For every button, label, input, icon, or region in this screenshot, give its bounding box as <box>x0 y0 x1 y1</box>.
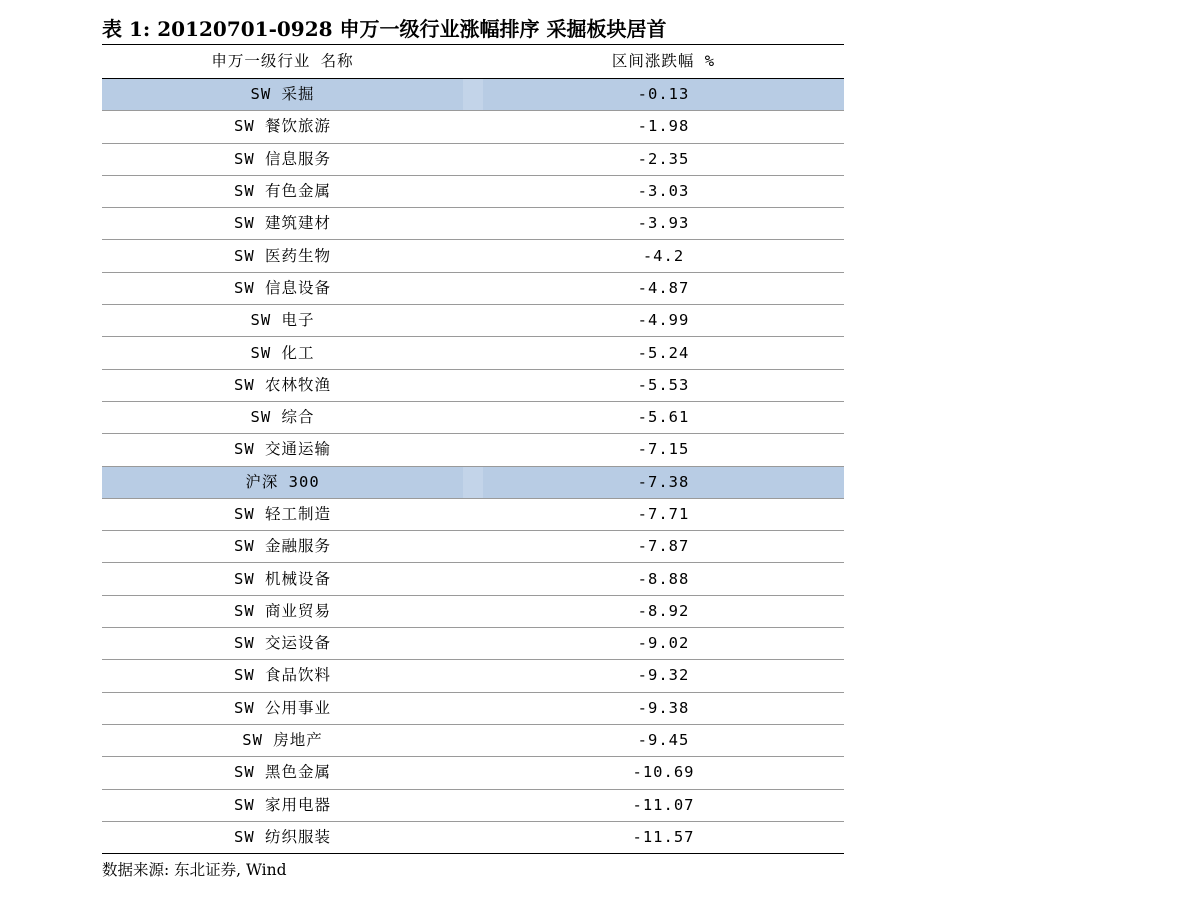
table-row <box>102 595 844 627</box>
industry-name-cell: SW 交通运输 <box>102 434 463 466</box>
row-gap-cell <box>463 305 483 337</box>
table-row <box>102 240 844 272</box>
row-gap-cell <box>463 498 483 530</box>
change-percent-cell: -4.2 <box>483 240 844 272</box>
table-row <box>102 111 844 143</box>
table-row <box>102 369 844 401</box>
row-gap-cell <box>463 337 483 369</box>
industry-name-cell: SW 商业贸易 <box>102 595 463 627</box>
table-title-text: 20120701-0928 申万一级行业涨幅排序 采掘板块居首 <box>157 17 667 41</box>
table-title-prefix: 表 1: <box>102 17 151 41</box>
industry-name-cell: SW 轻工制造 <box>102 498 463 530</box>
table-row <box>102 305 844 337</box>
change-percent-cell: -7.87 <box>483 531 844 563</box>
industry-name-cell: SW 有色金属 <box>102 175 463 207</box>
change-percent-cell: -9.02 <box>483 628 844 660</box>
row-gap-cell <box>463 175 483 207</box>
industry-name-cell: SW 化工 <box>102 337 463 369</box>
change-percent-cell: -4.99 <box>483 305 844 337</box>
header-gap <box>463 45 483 79</box>
industry-name-cell: SW 电子 <box>102 305 463 337</box>
industry-name-cell: 沪深 300 <box>102 466 463 498</box>
table-row <box>102 724 844 756</box>
industry-name-cell: SW 家用电器 <box>102 789 463 821</box>
industry-ranking-table-frame <box>102 44 844 854</box>
row-gap-cell <box>463 208 483 240</box>
industry-name-cell: SW 医药生物 <box>102 240 463 272</box>
table-row <box>102 821 844 853</box>
industry-ranking-table <box>102 45 844 853</box>
table-row <box>102 79 844 111</box>
change-percent-cell: -5.61 <box>483 401 844 433</box>
row-gap-cell <box>463 143 483 175</box>
change-percent-cell: -4.87 <box>483 272 844 304</box>
row-gap-cell <box>463 789 483 821</box>
change-percent-cell: -8.92 <box>483 595 844 627</box>
table-row <box>102 401 844 433</box>
table-header-row <box>102 45 844 79</box>
table-row <box>102 208 844 240</box>
table-row <box>102 498 844 530</box>
table-row <box>102 337 844 369</box>
industry-name-cell: SW 公用事业 <box>102 692 463 724</box>
industry-name-cell: SW 农林牧渔 <box>102 369 463 401</box>
table-row <box>102 466 844 498</box>
change-percent-cell: -2.35 <box>483 143 844 175</box>
industry-name-cell: SW 信息设备 <box>102 272 463 304</box>
change-percent-cell: -3.03 <box>483 175 844 207</box>
table-row <box>102 272 844 304</box>
change-percent-cell: -3.93 <box>483 208 844 240</box>
table-row <box>102 692 844 724</box>
industry-name-cell: SW 金融服务 <box>102 531 463 563</box>
table-row <box>102 143 844 175</box>
industry-name-cell: SW 房地产 <box>102 724 463 756</box>
industry-name-cell: SW 纺织服装 <box>234 827 331 846</box>
row-gap-cell <box>463 401 483 433</box>
row-gap-cell <box>463 563 483 595</box>
table-title <box>102 14 844 44</box>
industry-name-cell: SW 信息服务 <box>102 143 463 175</box>
table-row <box>102 757 844 789</box>
row-gap-cell <box>463 660 483 692</box>
change-percent-cell: -1.98 <box>483 111 844 143</box>
table-row <box>102 660 844 692</box>
industry-name-cell: SW 采掘 <box>102 79 463 111</box>
row-gap-cell <box>463 628 483 660</box>
table-row <box>102 531 844 563</box>
row-gap-cell <box>463 724 483 756</box>
change-percent-cell: -9.45 <box>483 724 844 756</box>
change-percent-cell: -0.13 <box>483 79 844 111</box>
change-percent-cell: -9.38 <box>483 692 844 724</box>
table-row <box>102 789 844 821</box>
table-row <box>102 434 844 466</box>
change-percent-cell: -9.32 <box>483 660 844 692</box>
header-industry-name: 申万一级行业 名称 <box>102 45 463 79</box>
industry-name-cell: SW 建筑建材 <box>102 208 463 240</box>
row-gap-cell <box>463 757 483 789</box>
data-source-note: 数据来源: 东北证券, Wind <box>102 861 287 879</box>
industry-name-cell: SW 机械设备 <box>102 563 463 595</box>
row-gap-cell <box>463 692 483 724</box>
row-gap-cell <box>463 434 483 466</box>
industry-name-cell: SW 交运设备 <box>102 628 463 660</box>
row-gap-cell <box>463 272 483 304</box>
change-percent-cell: -8.88 <box>483 563 844 595</box>
table-row <box>102 175 844 207</box>
header-change-percent: 区间涨跌幅 % <box>483 45 844 79</box>
row-gap-cell <box>463 595 483 627</box>
row-gap-cell <box>463 79 483 111</box>
industry-name-cell: SW 黑色金属 <box>102 757 463 789</box>
row-gap-cell <box>463 821 483 853</box>
table-row <box>102 563 844 595</box>
industry-name-cell: SW 食品饮料 <box>102 660 463 692</box>
change-percent-cell: -7.71 <box>483 498 844 530</box>
change-percent-cell: -7.38 <box>483 466 844 498</box>
row-gap-cell <box>463 111 483 143</box>
row-gap-cell <box>463 531 483 563</box>
change-percent-cell: -11.07 <box>483 789 844 821</box>
row-gap-cell <box>463 369 483 401</box>
change-percent-cell: -5.53 <box>483 369 844 401</box>
industry-name-cell: SW 餐饮旅游 <box>102 111 463 143</box>
row-gap-cell <box>463 240 483 272</box>
change-percent-cell: -5.24 <box>483 337 844 369</box>
table-body <box>102 79 844 854</box>
table-row <box>102 628 844 660</box>
change-percent-cell: -10.69 <box>483 757 844 789</box>
change-percent-cell: -11.57 <box>632 827 695 846</box>
industry-name-cell: SW 综合 <box>102 401 463 433</box>
change-percent-cell: -7.15 <box>483 434 844 466</box>
row-gap-cell <box>463 466 483 498</box>
